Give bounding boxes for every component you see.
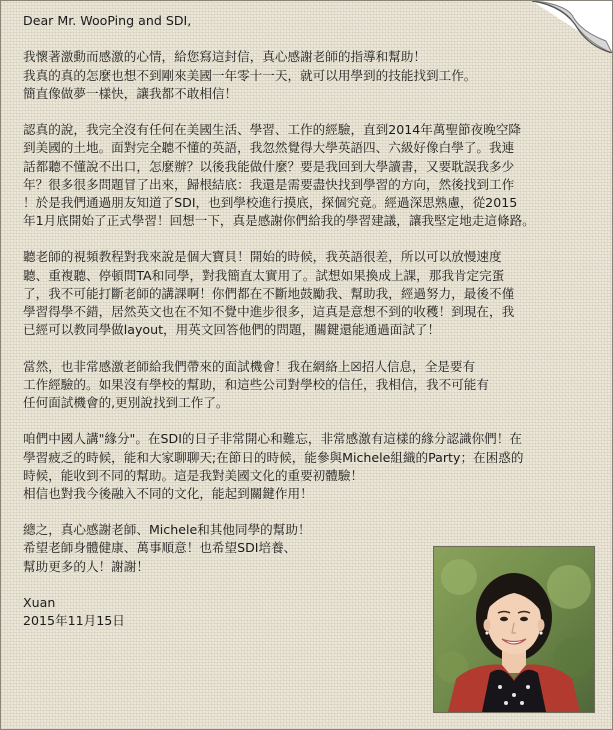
paragraph-line: ！於是我們通過朋友知道了SDI，也到學校進行摸底，探個究竟。經過深思熟慮，從2015 <box>23 194 518 210</box>
paragraph-fate <box>23 430 603 503</box>
paragraph-video-tutorials <box>23 248 603 339</box>
paragraph-line: 當然，也非常感激老師給我們帶來的面試機會！我在網絡上☒招人信息，全是要有 <box>23 358 476 374</box>
paragraph-line: 相信也對我今後融入不同的文化，能起到關鍵作用！ <box>23 485 313 501</box>
paragraph-line: 希望老師身體健康、萬事順意！也希望SDI培養、 <box>23 540 297 556</box>
paragraph-line: 到美國的土地。面對完全聽不懂的英語，我忽然覺得大學英語四、六級好像白學了。我連 <box>23 140 515 156</box>
paragraph-line: 幫助更多的人！謝謝！ <box>23 558 149 574</box>
paragraph-background <box>23 121 603 230</box>
paragraph-line: 工作經驗的。如果沒有學校的幫助，和這些公司對學校的信任，我相信，我不可能有 <box>23 376 489 392</box>
paragraph-line: 我懷著激動而感激的心情，給您寫這封信，真心感謝老師的指導和幫助！ <box>23 49 426 65</box>
paragraph-line: 任何面試機會的,更別說找到工作了。 <box>23 394 229 410</box>
portrait-illustration <box>434 547 594 712</box>
paragraph-line: 聽老師的視頻教程對我來說是個大寶貝！開始的時候，我英語很差，所以可以放慢速度 <box>23 249 502 265</box>
paragraph-line: 時候，能收到不同的幫助。這是我對美國文化的重要初體驗！ <box>23 467 364 483</box>
paragraph-line: 我真的真的怎麼也想不到剛來美國一年零十一天，就可以用學到的技能找到工作。 <box>23 67 477 83</box>
paragraph-line: 聽、重複聽、停頓問TA和同學，對我簡直太實用了。試想如果換成上課，那我肯定完蛋 <box>23 267 505 283</box>
author-photo <box>433 546 595 713</box>
paragraph-line: 話都聽不懂說不出口，怎麼辦？以後我能做什麼？要是我回到大學讀書，又要耽誤我多少 <box>23 158 515 174</box>
signature: Xuan <box>23 595 56 610</box>
paragraph-line: 學習得學不錯，居然英文也在不知不覺中進步很多，這真是意想不到的收穫！到現在，我 <box>23 304 515 319</box>
paragraph-line: 認真的說，我完全沒有任何在美國生活、學習、工作的經驗，直到2014年萬聖節夜晚空降 <box>23 122 522 138</box>
paragraph-line: 年1月底開始了正式學習！回想一下，真是感謝你們給我的學習建議，讓我堅定地走這條路。 <box>23 213 535 229</box>
paragraph-line: 已經可以教同學做layout，用英文回答他們的問題，關鍵還能通過面試了！ <box>23 322 441 338</box>
paragraph-line: 學習疲乏的時候，能和大家聊聊天;在節日的時候，能參與Michele組織的Party；在困惑的 <box>23 449 524 465</box>
letter-body <box>23 12 603 630</box>
paragraph-line: 了，我不可能打斷老師的講課啊！你們都在不斷地鼓勵我、幫助我，經過努力，最後不僅 <box>23 285 515 301</box>
letter-date: 2015年11月15日 <box>23 613 125 629</box>
paragraph-gratitude <box>23 48 603 103</box>
paragraph-line: 總之，真心感謝老師、Michele和其他同學的幫助！ <box>23 522 311 538</box>
paragraph-interview <box>23 358 603 413</box>
greeting: Dear Mr. WooPing and SDI, <box>23 13 192 28</box>
paragraph-line: 年？很多很多問題冒了出來，歸根結底：我還是需要盡快找到學習的方向，然後找到工作 <box>23 176 515 192</box>
paragraph-line: 咱們中國人講"緣分"。在SDI的日子非常開心和難忘，非常感激有這樣的緣分認識你們！在 <box>23 431 522 447</box>
paragraph-line: 簡直像做夢一樣快，讓我都不敢相信！ <box>23 85 238 101</box>
